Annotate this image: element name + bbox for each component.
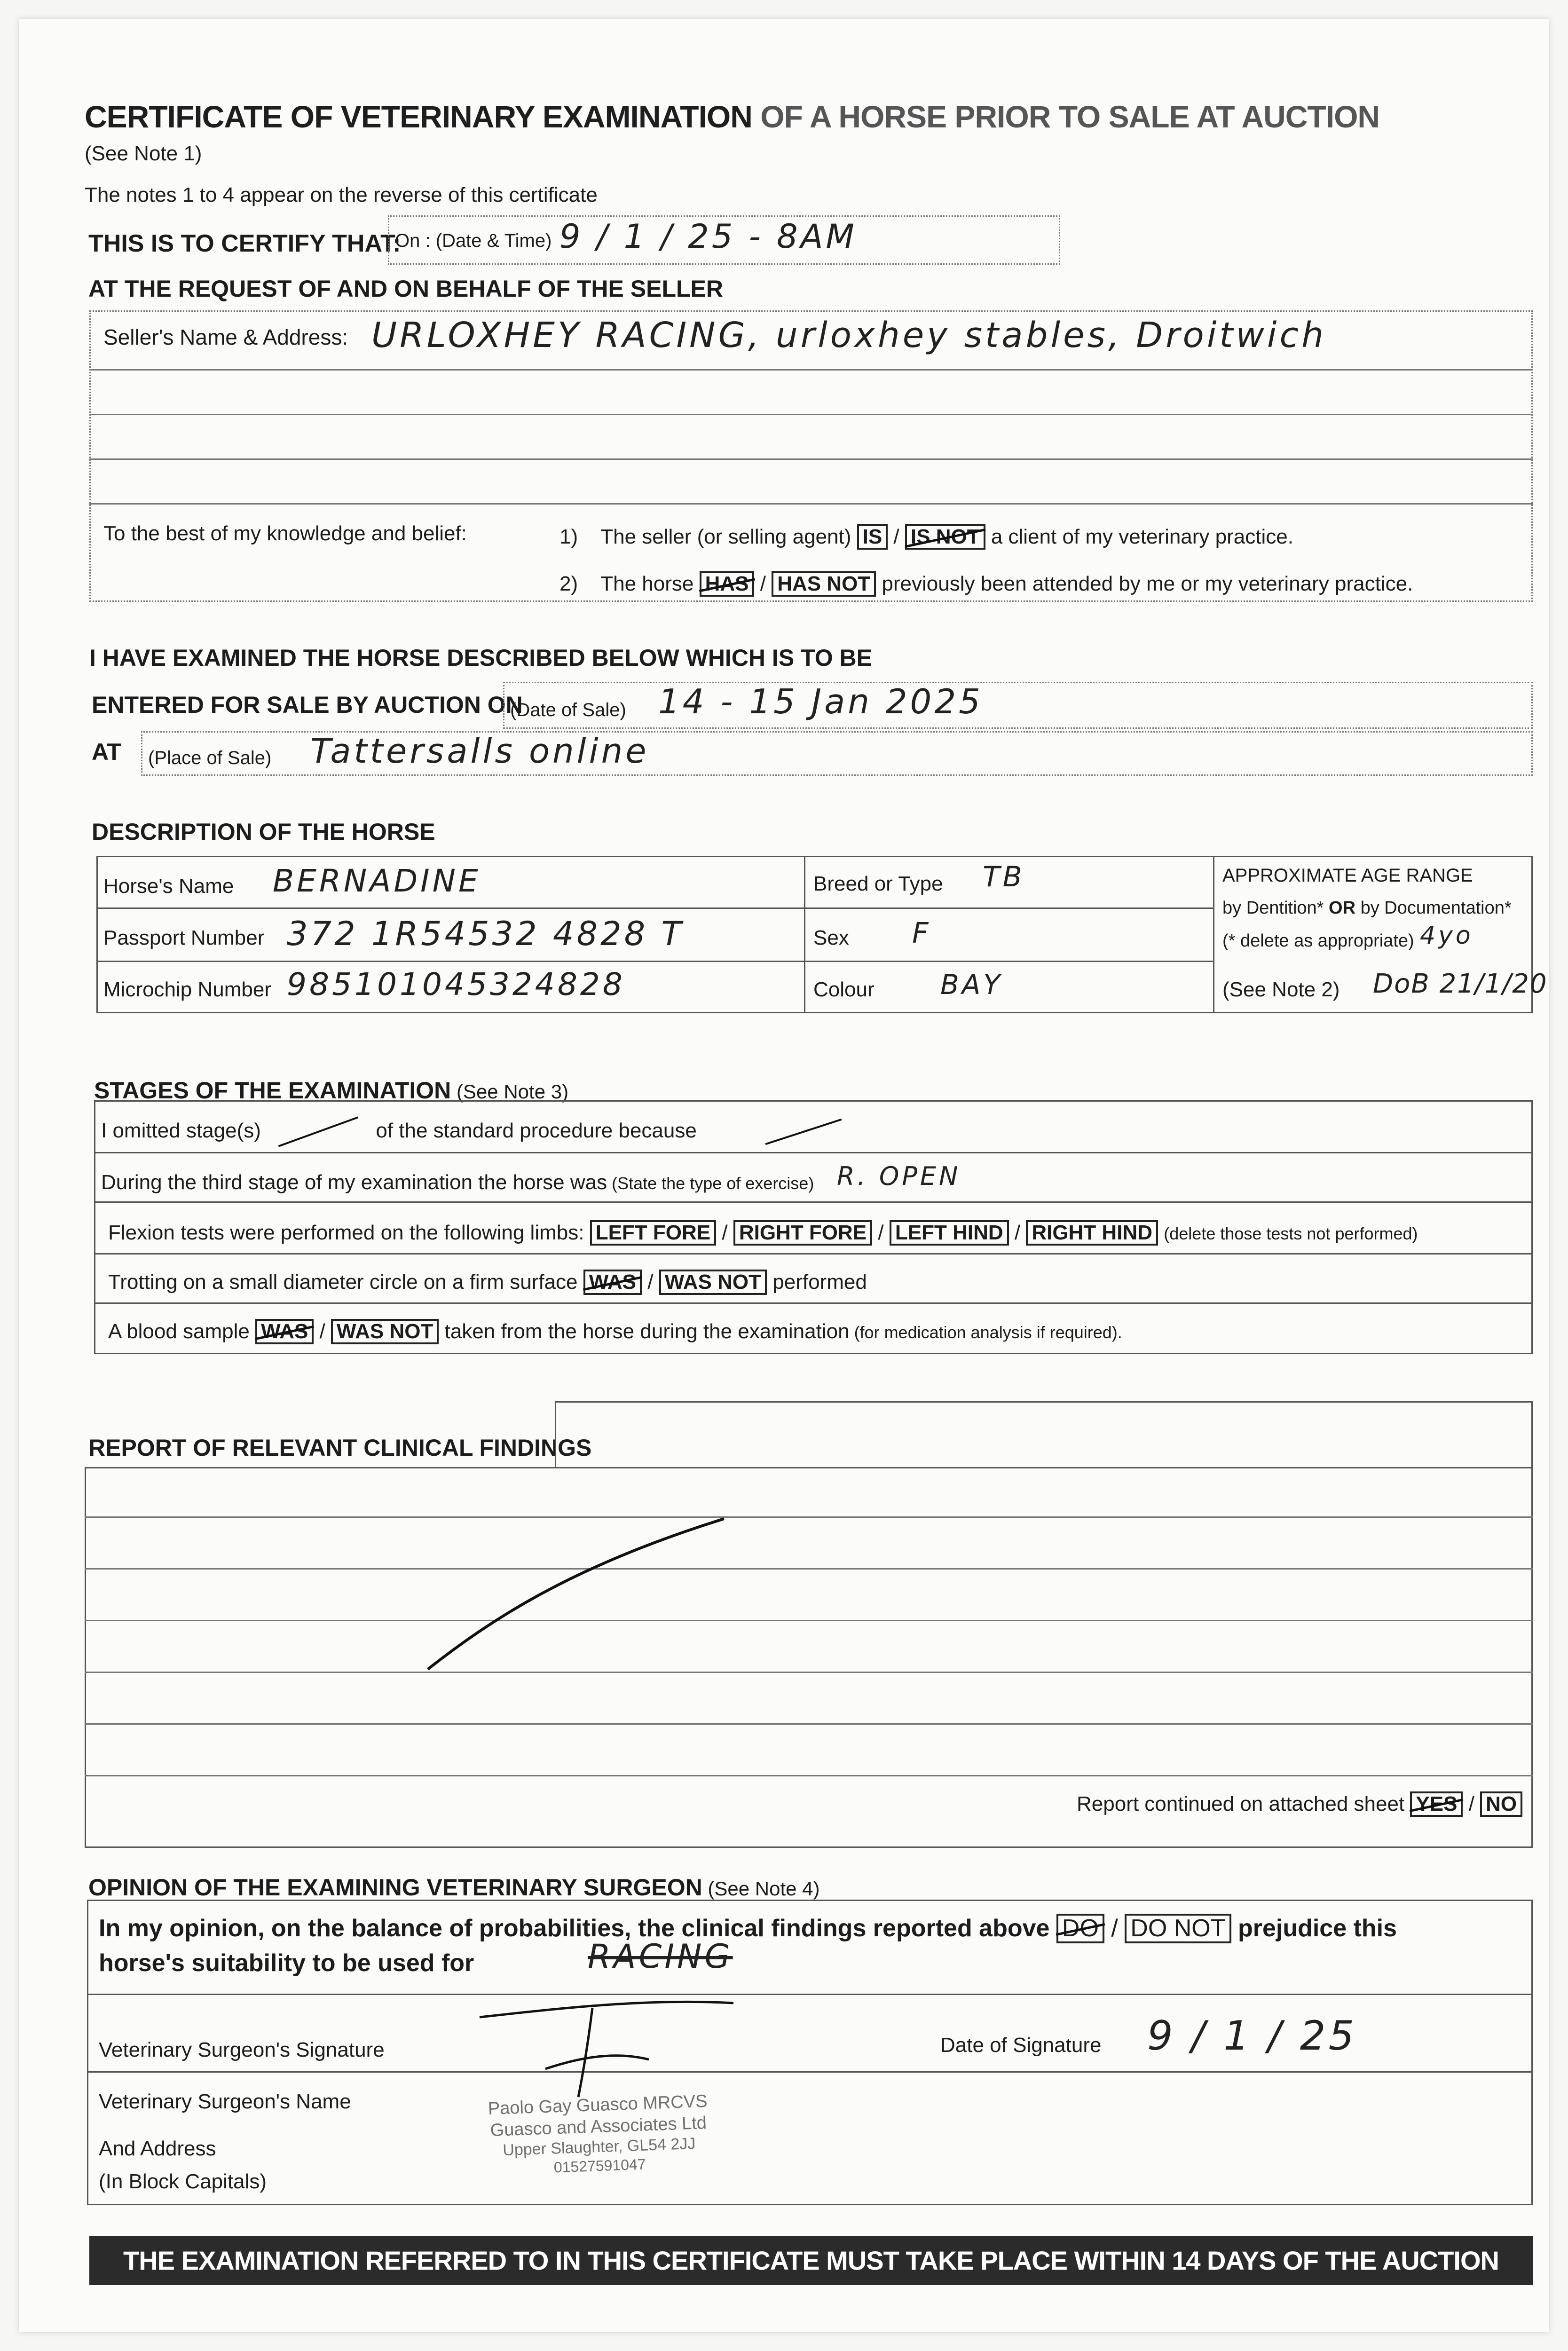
stages-note: (See Note 3) — [451, 1081, 569, 1103]
seller-label: Seller's Name & Address: — [103, 325, 348, 349]
flex-sep-1: / — [722, 1221, 728, 1244]
k1-sep: / — [893, 525, 899, 548]
block-caps-label: (In Block Capitals) — [99, 2170, 267, 2193]
stamp-line-3: Upper Slaughter, GL54 2JJ — [502, 2135, 696, 2160]
notes-intro: The notes 1 to 4 appear on the reverse of this certificate — [85, 183, 598, 206]
age-label-2c: by Documentation* — [1355, 898, 1512, 918]
age-label-2a: by Dentition* — [1222, 898, 1329, 918]
age-label-3: (* delete as appropriate) — [1222, 931, 1414, 951]
report-sep: / — [1468, 1792, 1474, 1815]
desc-col-line-2 — [1213, 856, 1214, 1013]
title-rest: OF A HORSE PRIOR TO SALE AT AUCTION — [752, 99, 1380, 134]
k2-post: previously been attended by me or my veterinary practice. — [882, 572, 1413, 595]
seller-line-1 — [89, 369, 1533, 371]
on-date-time-value[interactable]: 9 / 1 / 25 - 8AM — [559, 217, 857, 256]
see-note-1: (See Note 1) — [85, 142, 202, 165]
signature-label: Veterinary Surgeon's Signature — [99, 2038, 385, 2061]
report-line-4 — [85, 1672, 1533, 1673]
report-strike-path — [428, 1519, 724, 1669]
date-of-sale-value[interactable]: 14 - 15 Jan 2025 — [658, 682, 983, 721]
desc-row-line-1 — [96, 907, 1213, 909]
footer-banner — [89, 2236, 1533, 2285]
passport-value[interactable]: 372 1R54532 4828 T — [287, 915, 685, 953]
desc-col-line-1 — [804, 856, 805, 1013]
age-label-2 — [1222, 898, 1512, 918]
signature-stroke-2 — [578, 2008, 592, 2097]
dob-value[interactable]: DoB 21/1/20 — [1373, 969, 1548, 999]
k2-num: 2) — [559, 572, 578, 595]
certify-label: THIS IS TO CERTIFY THAT: — [88, 230, 401, 257]
report-no-option[interactable]: NO — [1480, 1791, 1522, 1817]
date-sig-value[interactable]: 9 / 1 / 25 — [1147, 2012, 1357, 2059]
signature-stroke-1 — [480, 2002, 733, 2017]
k1-num: 1) — [559, 525, 578, 548]
omitted-post: of the standard procedure because — [376, 1119, 697, 1142]
report-continued-label: Report continued on attached sheet — [1077, 1792, 1405, 1815]
k2-pre: The horse — [600, 572, 694, 595]
report-line-1 — [85, 1516, 1533, 1518]
request-heading: AT THE REQUEST OF AND ON BEHALF OF THE SELLER — [88, 276, 723, 302]
flex-sep-3: / — [1014, 1221, 1021, 1244]
report-strike-mark — [423, 1514, 752, 1674]
place-of-sale-label: (Place of Sale) — [148, 748, 272, 768]
vet-signature[interactable] — [470, 1989, 752, 2102]
flexion-row — [108, 1220, 1418, 1246]
age-label-2b: OR — [1329, 898, 1356, 918]
k2-has-option[interactable]: HAS — [700, 571, 755, 597]
microchip-value[interactable]: 985101045324828 — [287, 966, 625, 1002]
blood-was-option[interactable]: WAS — [255, 1319, 314, 1344]
stamp-line-4: 01527591047 — [553, 2155, 646, 2176]
address-label: And Address — [99, 2137, 216, 2160]
opinion-use-value[interactable]: RACING — [588, 1937, 733, 1976]
examined-heading: I HAVE EXAMINED THE HORSE DESCRIBED BELOW WHICH IS TO BE — [89, 645, 872, 671]
opinion-note: (See Note 4) — [702, 1878, 820, 1900]
stages-heading-text: STAGES OF THE EXAMINATION — [94, 1077, 451, 1104]
flex-left-hind-option[interactable]: LEFT HIND — [890, 1220, 1009, 1246]
breed-label: Breed or Type — [813, 872, 943, 895]
sex-value[interactable]: F — [912, 917, 931, 950]
flexion-label: Flexion tests were performed on the following limbs: — [108, 1221, 584, 1244]
seller-value[interactable]: URLOXHEY RACING, urloxhey stables, Droitwich — [371, 315, 1327, 355]
seller-line-3 — [89, 458, 1533, 460]
trot-row — [108, 1270, 867, 1295]
flex-sep-2: / — [878, 1221, 884, 1244]
report-box — [85, 1467, 1533, 1848]
flex-note: (delete those tests not performed) — [1164, 1224, 1418, 1243]
blood-sep: / — [319, 1320, 325, 1343]
horse-name-value[interactable]: BERNADINE — [273, 863, 481, 899]
microchip-label: Microchip Number — [103, 978, 271, 1001]
opinion-text-3: horse's suitability to be used for — [99, 1949, 474, 1977]
trot-was-option[interactable]: WAS — [583, 1270, 642, 1295]
opinion-sep: / — [1111, 1915, 1118, 1942]
trot-post: performed — [772, 1270, 867, 1294]
age-value[interactable]: 4yo — [1420, 922, 1473, 950]
passport-label: Passport Number — [103, 926, 265, 949]
certificate-sheet — [19, 19, 1549, 2332]
report-yes-option[interactable]: YES — [1410, 1791, 1463, 1817]
vet-name-label: Veterinary Surgeon's Name — [99, 2090, 351, 2113]
report-line-2 — [85, 1568, 1533, 1570]
sex-label: Sex — [813, 926, 849, 949]
opinion-line-2 — [87, 2071, 1533, 2073]
stages-line-4 — [94, 1302, 1533, 1304]
omitted-pre: I omitted stage(s) — [101, 1119, 261, 1142]
blood-row — [108, 1319, 1122, 1344]
age-note: (See Note 2) — [1222, 978, 1340, 1001]
third-stage-label: During the third stage of my examination the horse was — [101, 1171, 607, 1194]
third-stage-small: (State the type of exercise) — [607, 1174, 814, 1193]
seller-line-2 — [89, 414, 1533, 415]
report-heading: REPORT OF RELEVANT CLINICAL FINDINGS — [88, 1435, 592, 1461]
stamp-line-2: Guasco and Associates Ltd — [489, 2113, 707, 2140]
entered-label: ENTERED FOR SALE BY AUCTION ON — [92, 692, 523, 718]
opinion-line-1 — [87, 1994, 1533, 1995]
trot-label: Trotting on a small diameter circle on a firm surface — [108, 1270, 578, 1294]
horse-name-label: Horse's Name — [103, 875, 234, 898]
third-stage-row — [101, 1171, 814, 1194]
desc-row-line-2 — [96, 961, 1213, 962]
opinion-text-2: prejudice this — [1237, 1915, 1397, 1942]
date-of-sale-box — [503, 682, 1533, 729]
omitted-reason-strike[interactable] — [765, 1119, 842, 1145]
breed-value[interactable]: TB — [983, 860, 1025, 893]
age-label-1: APPROXIMATE AGE RANGE — [1222, 865, 1473, 886]
knowledge-item-1 — [559, 524, 1293, 550]
signature-stroke-3 — [545, 2056, 649, 2069]
blood-post: taken from the horse during the examination — [444, 1320, 850, 1343]
footer-text: THE EXAMINATION REFERRED TO IN THIS CERTIFICATE MUST TAKE PLACE WITHIN 14 DAYS OF THE AUCTION — [123, 2246, 1499, 2275]
report-line-5 — [85, 1723, 1533, 1725]
on-label: On : (Date & Time) — [395, 230, 552, 251]
knowledge-label: To the best of my knowledge and belief: — [103, 522, 467, 545]
stages-line-1 — [94, 1152, 1533, 1153]
flex-left-fore-option[interactable]: LEFT FORE — [590, 1220, 716, 1246]
omitted-row — [101, 1119, 843, 1143]
colour-value[interactable]: BAY — [940, 969, 1003, 1001]
report-line-3 — [85, 1620, 1533, 1621]
third-stage-value[interactable]: R. OPEN — [837, 1161, 961, 1191]
stamp-line-1: Paolo Gay Guasco MRCVS — [488, 2091, 708, 2119]
blood-small: (for medication analysis if required). — [849, 1323, 1122, 1342]
title-main: CERTIFICATE OF VETERINARY EXAMINATION — [85, 99, 752, 134]
k1-post: a client of my veterinary practice. — [991, 525, 1293, 548]
date-of-sale-label: (Date of Sale) — [510, 700, 626, 720]
opinion-text-1: In my opinion, on the balance of probabilities, the clinical findings reported above — [99, 1915, 1050, 1942]
trot-was-not-option[interactable]: WAS NOT — [659, 1270, 767, 1295]
k2-sep: / — [760, 572, 766, 595]
k1-pre: The seller (or selling agent) — [600, 525, 851, 548]
seller-line-4 — [89, 503, 1533, 505]
report-heading-box — [555, 1401, 1533, 1467]
flex-right-fore-option[interactable]: RIGHT FORE — [733, 1220, 872, 1246]
opinion-heading-text: OPINION OF THE EXAMINING VETERINARY SURGEON — [88, 1874, 702, 1901]
date-sig-label: Date of Signature — [940, 2034, 1102, 2057]
stages-line-2 — [94, 1201, 1533, 1203]
knowledge-item-2 — [559, 571, 1413, 597]
vet-stamp — [488, 2091, 709, 2179]
place-of-sale-value[interactable]: Tattersalls online — [310, 731, 649, 771]
blood-was-not-option[interactable]: WAS NOT — [331, 1319, 439, 1344]
opinion-text-line-1 — [99, 1914, 1397, 1943]
k1-is-option[interactable]: IS — [857, 524, 888, 550]
flex-right-hind-option[interactable]: RIGHT HIND — [1026, 1220, 1158, 1246]
colour-label: Colour — [813, 978, 875, 1001]
stages-line-3 — [94, 1253, 1533, 1254]
certificate-title — [85, 99, 1379, 134]
k2-has-not-option[interactable]: HAS NOT — [772, 571, 876, 597]
at-label: AT — [92, 739, 121, 765]
report-line-6 — [85, 1775, 1533, 1776]
trot-sep: / — [647, 1270, 654, 1294]
opinion-do-option[interactable]: DO — [1056, 1914, 1104, 1943]
k1-is-not-option[interactable]: IS NOT — [905, 524, 985, 550]
opinion-do-not-option[interactable]: DO NOT — [1125, 1914, 1231, 1943]
blood-label: A blood sample — [108, 1320, 250, 1343]
opinion-heading — [88, 1874, 820, 1901]
description-heading: DESCRIPTION OF THE HORSE — [92, 819, 435, 845]
report-continued-row — [1077, 1791, 1522, 1817]
